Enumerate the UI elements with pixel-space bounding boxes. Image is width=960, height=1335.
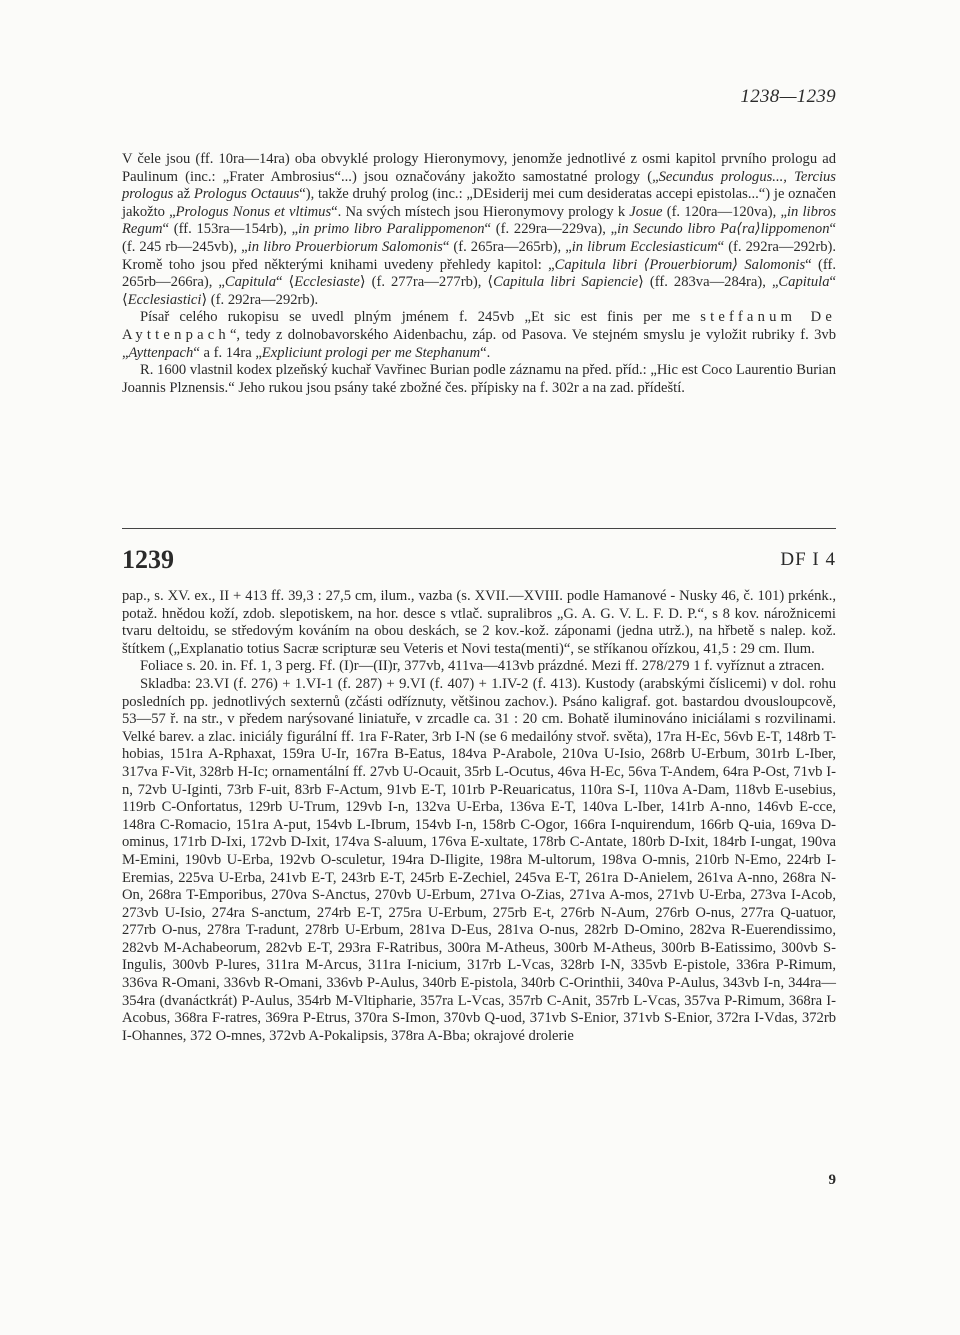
- running-head: 1238—1239: [740, 86, 836, 107]
- entry-number: 1239: [122, 545, 174, 574]
- entry-1238-continuation: [122, 151, 836, 397]
- section-divider: [122, 528, 836, 529]
- entry-1239-heading: [122, 545, 836, 579]
- entry-1238-paragraph-3: R. 1600 vlastnil kodex plzeňský kuchař Vavřinec Burian podle záznamu na před. příd.: „Hic est Coco Laurentio Burian Joannis Plznensis.“ Jeho rukou jsou psány také zbožné čes. přípisky na f. 302r a na zad. přídeští.: [122, 362, 836, 396]
- shelfmark: DF I 4: [780, 549, 836, 570]
- entry-1239-paragraph-3: Skladba: 23.VI (f. 276) + 1.VI-1 (f. 287) + 9.VI (f. 407) + 1.IV-2 (f. 413). Kustody (arabskými číslicemi) v dol. rohu posledních pp. jednotlivých sexternů (zčásti odříznuty, většinou zachov.). Psáno kaligraf. got. bastardou dvousloupcově, 53—57 ř. na str., v předem narýsované liniatuře, v zrcadle ca. 31 : 20 cm. Bohatě iluminováno iniciálami s rozvilinami. Velké barev. a zlac. iniciály figurální ff. 1ra F-Rater, 3rb I-N (se 6 medailóny stvoř. světa), 17ra H-Ec, 56vb E-T, 148rb T-hobias, 151ra A-Rphaxat, 159ra U-Ir, 167ra B-Eatus, 184va P-Arabole, 210va U-Isio, 268rb U-Erbum, 301rb L-Iber, 317va F-Vit, 328rb H-Ic; ornamentální ff. 27vb U-Ocauit, 35rb L-Ocutus, 46va H-Ec, 56va T-Andem, 64ra P-Ost, 71vb I-n, 72vb U-Iginti, 73rb F-uit, 83rb F-Actum, 91vb E-T, 101rb P-Reuaricatus, 110ra S-I, 110va A-Dam, 118vb E-usebius, 119rb C-Onfortatus, 129rb U-Trum, 129vb I-n, 132va U-Erba, 136va E-T, 140va L-Iber, 141rb A-nno, 146vb E-cce, 148ra C-Romacio, 151ra A-put, 154vb L-Ibrum, 154vb I-n, 158rb C-Ogor, 166ra I-nquirendum, 166rb Q-uia, 169va D-ominus, 171rb D-Ixi, 172vb D-Ixit, 174va S-aluum, 176va E-xultate, 178rb C-Antate, 180rb D-Ixit, 184rb I-ungat, 190va M-Emini, 190vb U-Erba, 192vb O-sculetur, 194ra D-Iligite, 198ra M-ultorum, 198va O-mnis, 210rb N-Emo, 224rb I-Eremias, 225va U-Erba, 241vb E-T, 243rb E-T, 245rb E-Zechiel, 245va E-T, 261ra D-Anielem, 261va A-nno, 268ra N-On, 268ra T-Emporibus, 270va S-Anctus, 270vb U-Erbum, 271va O-Zias, 271va A-mos, 271vb U-Erba, 273va I-Acob, 273vb U-Isio, 274ra S-anctum, 274rb E-T, 275ra U-Erbum, 275rb E-t, 276rb N-Aum, 276rb O-nus, 277ra Q-uatuor, 277rb O-nus, 278ra T-radunt, 278rb U-Erbum, 281va D-Eus, 281va O-nus, 282rb D-Omino, 282va R-Euerendissimo, 282vb M-Achabeorum, 282vb E-T, 293ra F-Ratribus, 300ra M-Atheus, 300rb M-Atheus, 300rb B-Eatissimo, 300vb S-Ingulis, 300vb P-lures, 311ra M-Arcus, 311ra I-nicium, 317rb L-Vcas, 328rb I-N, 335vb E-pistole, 336ra P-Rimum, 336va R-Omani, 336vb R-Omani, 336vb P-Aulus, 340rb E-pistola, 340rb C-Orinthii, 340va P-Aulus, 343vb I-n, 344ra—354ra (dvanáctkrát) P-Aulus, 354rb M-Vltipharie, 357ra L-Vcas, 357rb C-Anit, 357rb L-Vcas, 357va P-Rimum, 368ra I-Acobus, 368ra F-ratres, 369ra P-Etrus, 370ra S-Imon, 370vb Q-uod, 371vb S-Enior, 371vb S-Enior, 372ra I-Vdas, 372rb I-Ohannes, 372 O-mnes, 372vb A-Pokalipsis, 378ra A-Bba; okrajové drolerie: [122, 675, 836, 1044]
- scribe-colophon-spaced: steffanum De Ayttenpach: [122, 309, 837, 343]
- entry-1239-paragraph-1: pap., s. XV. ex., II + 413 ff. 39,3 : 27,5 cm, ilum., vazba (s. XVII.—XVIII. podle Hamanové - Nusky 46, č. 101) prkénk., potaž. hnědou koží, zdob. slepotiskem, na hor. desce s vtlač. supralibros „G. A. G. V. L. F. D. P.“, s 8 kov. nárožnicemi tvaru deltoidu, se středovým kováním na obou deskách, se 2 kov.-kož. záponami (jedna utrž.), na hřbetě s nalep. kož. štítkem („Explanatio totius Sacræ scripturæ seu Veteris et Novi testa(menti)“, se stříkanou ořízkou, 41,5 : 29 cm. Ilum.: [122, 588, 836, 657]
- entry-1238-paragraph-2: Písař celého rukopisu se uvedl plným jménem f. 245vb „Et sic est finis per me steffanum De Ayttenpach“, tedy z dolnobavorského Aidenbachu, záp. od Pasova. Ve stejném smyslu je vyložit rubriky f. 3vb „Ayttenpach“ a f. 14ra „Expliciunt prologi per me Stephanum“.: [122, 309, 837, 361]
- entry-1239-paragraph-2: Foliace s. 20. in. Ff. 1, 3 perg. Ff. (I)r—(II)r, 377vb, 411va—413vb prázdné. Mezi ff. 278/279 1 f. vyříznut a ztracen.: [140, 658, 825, 675]
- entry-1238-paragraph-1: V čele jsou (ff. 10ra—14ra) oba obvyklé prology Hieronymovy, jenomže jednotlivé z osmi kapitol prvního prologu ad Paulinum (inc.: „Frater Ambrosius“...) jsou označovány jakožto samostatné prology („Secundus prologus..., Tercius prologus až Prologus Octauus“), takže druhý prolog (inc.: „DEsiderij mei cum desideratas accepi epistolas...“) je označen jakožto „Prologus Nonus et vltimus“. Na svých místech jsou Hieronymovy prology k Josue (f. 120ra—120va), „in libros Regum“ (ff. 153ra—154rb), „in primo libro Paralippomenon“ (f. 229ra—229va), „in Secundo libro Pa⟨ra⟩lippomenon“ (f. 245 rb—245vb), „in libro Prouerbiorum Salomonis“ (f. 265ra—265rb), „in librum Ecclesiasticum“ (f. 292ra—292rb). Kromě toho jsou před některými knihami uvedeny přehledy kapitol: „Capitula libri ⟨Prouerbiorum⟩ Salomonis“ (ff. 265rb—266ra), „Capitula“ ⟨Ecclesiaste⟩ (f. 277ra—277rb), ⟨Capitula libri Sapiencie⟩ (ff. 283va—284ra), „Capitula“ ⟨Ecclesiastici⟩ (f. 292ra—292rb).: [122, 151, 837, 308]
- entry-1239-body: [122, 588, 836, 1045]
- page-number: 9: [828, 1172, 836, 1188]
